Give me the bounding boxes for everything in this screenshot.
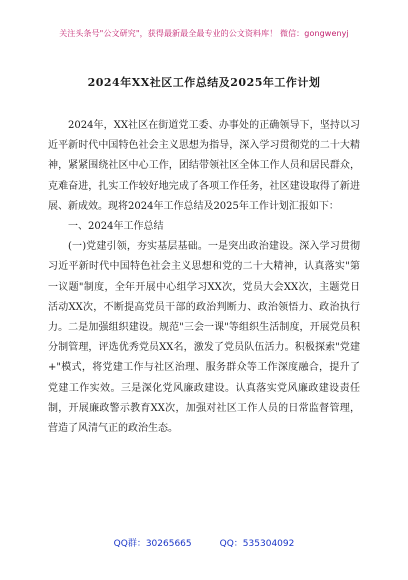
qq-contact-link[interactable]: QQ：535304092 xyxy=(219,539,295,549)
section-heading: 一、2024年工作总结 xyxy=(68,221,164,233)
header-banner: 关注头条号"公文研究"，获得最新最全最专业的公文资料库！ 微信：gongwenyj xyxy=(59,29,349,38)
footer-contact xyxy=(0,536,408,549)
qq-group-link[interactable]: QQ群：30265665 xyxy=(113,539,192,549)
document-title: 2024年XX社区工作总结及2025年工作计划 xyxy=(87,76,321,89)
document-body xyxy=(48,116,360,439)
body-paragraph: (一)党建引领，夯实基层基础。一是突出政治建设。深入学习贯彻习近平新时代中国特色社会主义思想和党的二十大精神，认真落实"第一议题"制度，全年开展中心组学习XX次，党员大会XX次，主题党日活动XX次，不断提高党员干部的政治判断力、政治领悟力、政治执行力。二是加强组织建设。规范"三会一课"等组织生活制度，开展党员积分制管理，评选优秀党员XX名，激发了党员队伍活力。积极探索"党建+"模式，将党建工作与社区治理、服务群众等工作深度融合，提升了党建工作实效。三是深化党风廉政建设。认真落实党风廉政建设责任制，开展廉政警示教育XX次，加强对社区工作人员的日常监督管理，营造了风清气正的政治生态。 xyxy=(48,241,360,435)
intro-paragraph: 2024年，XX社区在街道党工委、办事处的正确领导下，坚持以习近平新时代中国特色社会主义思想为指导，深入学习贯彻党的二十大精神，紧紧围绕社区中心工作，团结带领社区全体工作人员和居民群众，克难奋进，扎实工作较好地完成了各项工作任务，社区建设取得了新进展、新成效。现将2024年工作总结及2025年工作计划汇报如下： xyxy=(48,120,360,212)
